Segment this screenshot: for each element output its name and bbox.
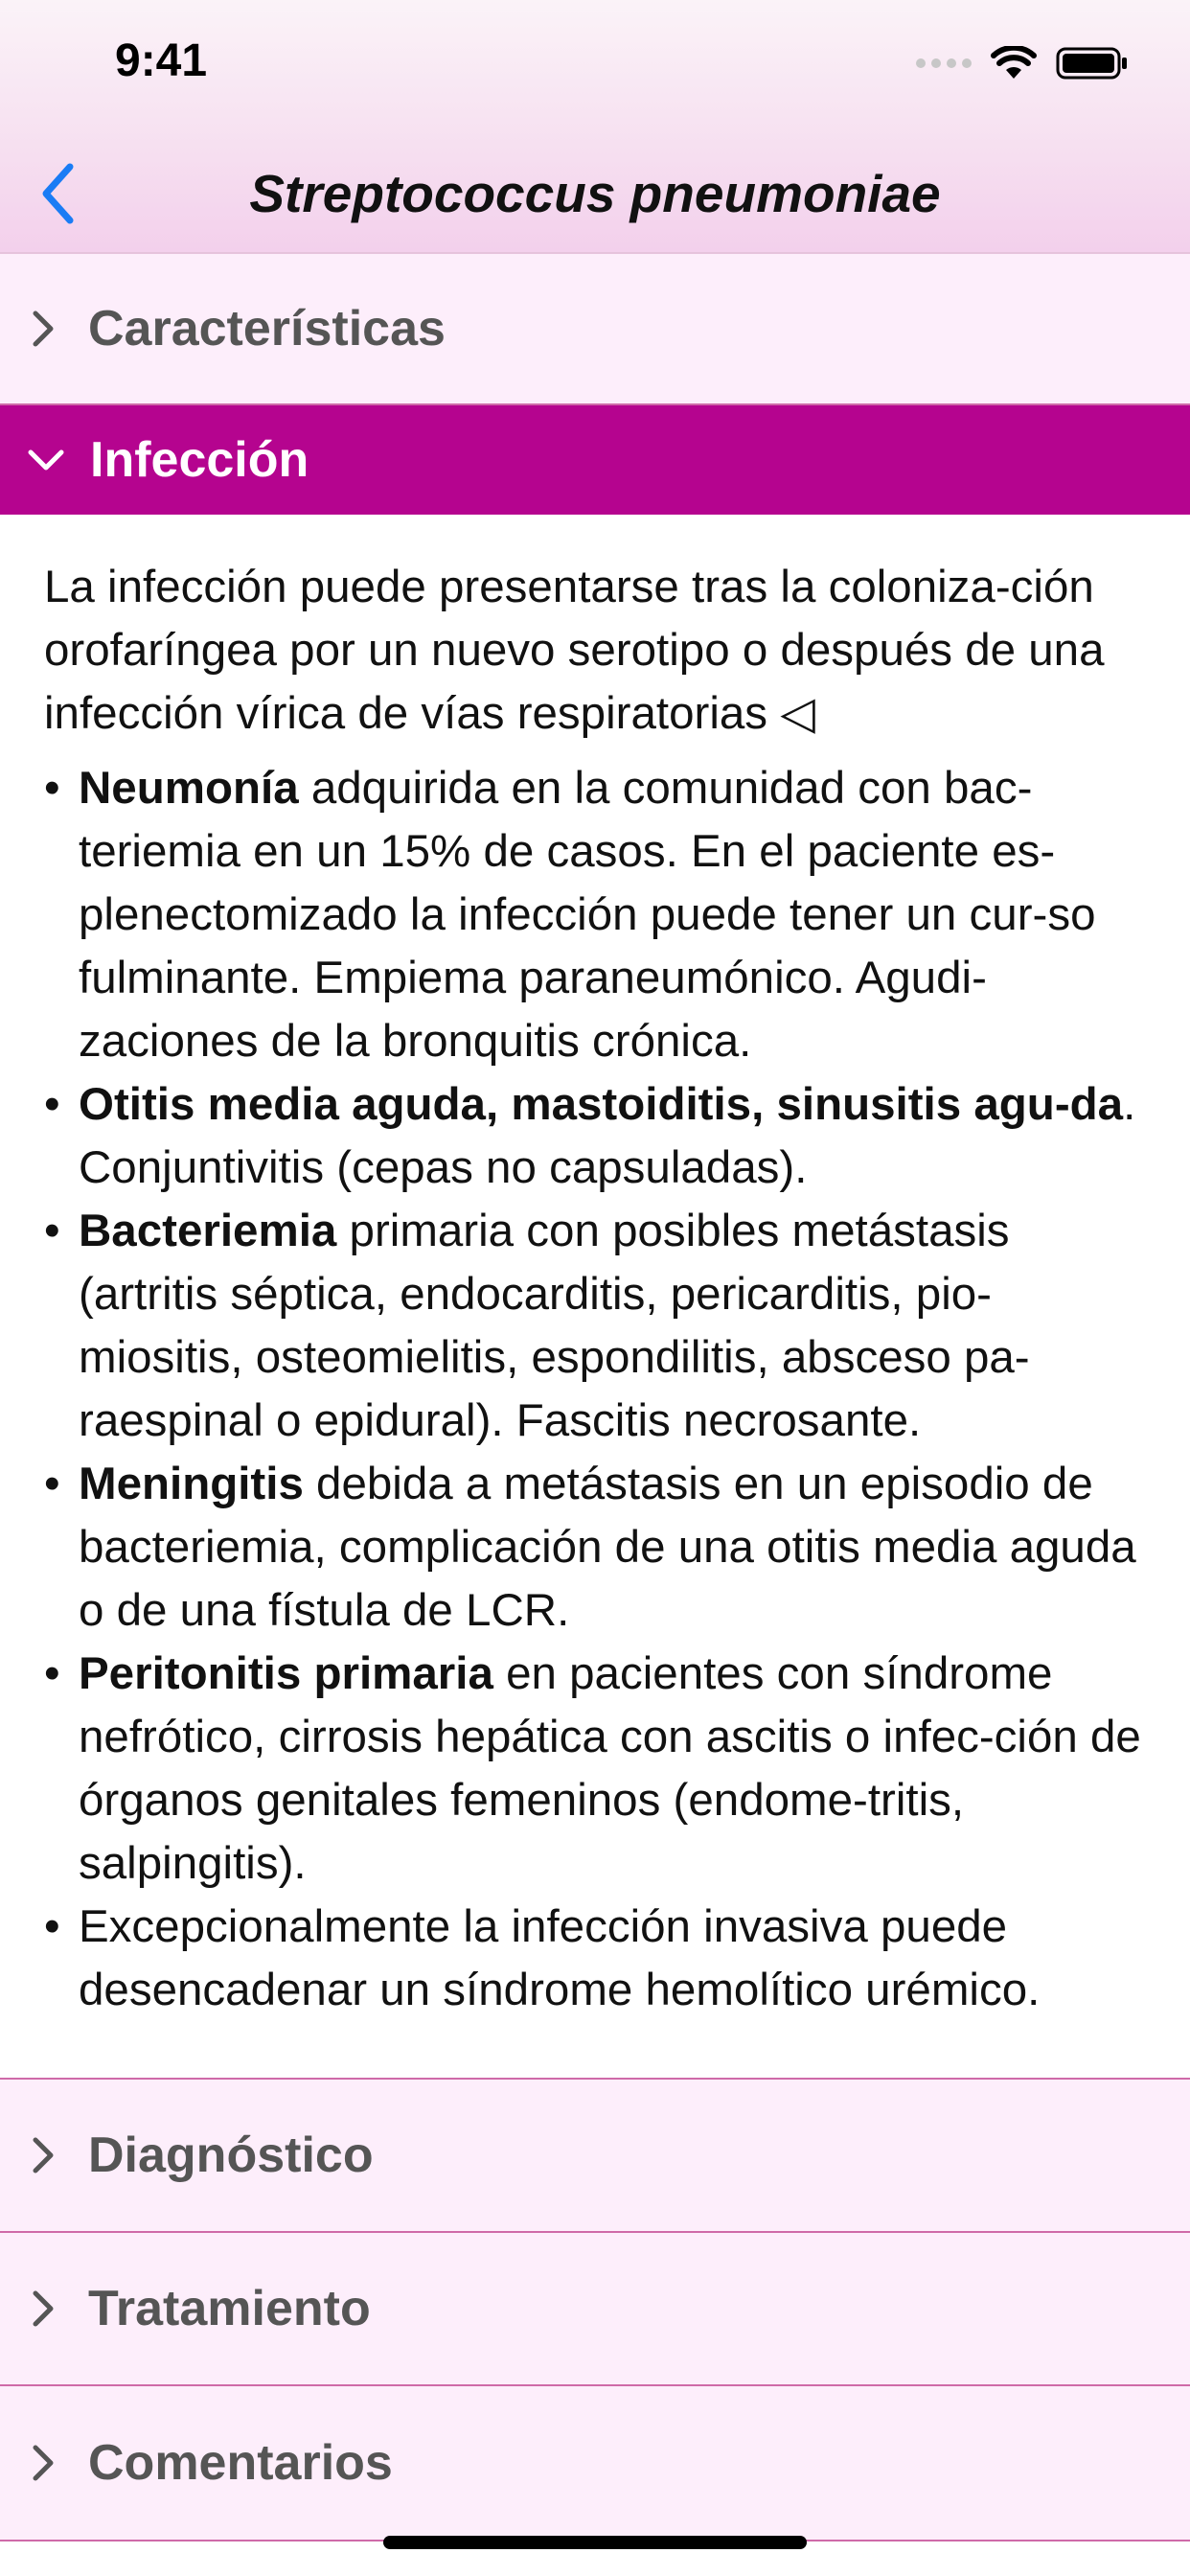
list-item: [44, 1453, 1156, 1643]
infection-list: [44, 757, 1156, 2022]
list-item-text: . Conjuntivitis (cepas no capsuladas).: [79, 1079, 1136, 1193]
list-item-term: Neumonía: [79, 763, 299, 814]
section-label: Diagnóstico: [88, 2128, 374, 2183]
chevron-right-icon: [31, 2289, 63, 2328]
section-diagnostico[interactable]: [0, 2078, 1190, 2233]
section-label: Tratamiento: [88, 2281, 371, 2336]
list-item-text: Excepcionalmente la infección invasiva puede desencadenar un síndrome hemolítico urémico.: [79, 1901, 1041, 2015]
list-item-text: debida a metástasis en un episodio de bacteriemia, complicación de una otitis media aguda o de una fístula de LCR.: [79, 1459, 1136, 1636]
list-item-term: Bacteriemia: [79, 1206, 337, 1256]
page-title: Streptococcus pneumoniae: [249, 164, 941, 223]
list-item-term: Meningitis: [79, 1459, 304, 1509]
chevron-right-icon: [31, 310, 63, 348]
status-icons: [916, 46, 1129, 80]
navigation-bar: [0, 134, 1190, 254]
chevron-down-icon: [27, 441, 65, 479]
list-item-text: en pacientes con síndrome nefrótico, cirrosis hepática con ascitis o infec-ción de órganos genitales femeninos (endome-tritis, salpingitis).: [79, 1648, 1141, 1889]
status-time: 9:41: [115, 35, 208, 86]
list-item: [44, 757, 1156, 1073]
wifi-icon: [991, 46, 1037, 80]
infeccion-content: [44, 556, 1156, 2022]
list-item: [44, 1643, 1156, 1896]
signal-icon: [916, 58, 972, 68]
list-item-text: adquirida en la comunidad con bac-teriemia en un 15% de casos. En el paciente es-plenectomizado la infección puede tener un cur-so fulminante. Empiema paraneumónico. Agudi-zaciones de la bronquitis crónica.: [79, 763, 1096, 1067]
section-label: Infección: [90, 432, 309, 488]
list-item-text: primaria con posibles metástasis (artritis séptica, endocarditis, pericarditis, pio-miositis, osteomielitis, espondilitis, absceso pa-raespinal o epidural). Fascitis necrosante.: [79, 1206, 1030, 1446]
section-infeccion[interactable]: [0, 405, 1190, 515]
list-item: [44, 1200, 1156, 1453]
list-item: [44, 1073, 1156, 1200]
battery-icon: [1056, 46, 1129, 80]
section-caracteristicas[interactable]: [0, 254, 1190, 405]
status-bar: [0, 0, 1190, 129]
list-item: [44, 1896, 1156, 2022]
section-tratamiento[interactable]: [0, 2233, 1190, 2386]
intro-paragraph: La infección puede presentarse tras la coloniza-ción orofaríngea por un nuevo serotipo o después de una infección vírica de vías respiratorias ◁: [44, 562, 1105, 739]
section-comentarios[interactable]: [0, 2386, 1190, 2542]
section-label: Características: [88, 301, 446, 356]
list-item-term: Otitis media aguda, mastoiditis, sinusitis agu-da: [79, 1079, 1124, 1130]
list-item-term: Peritonitis primaria: [79, 1648, 493, 1699]
section-label: Comentarios: [88, 2435, 393, 2491]
home-indicator[interactable]: [383, 2536, 807, 2549]
chevron-right-icon: [31, 2444, 63, 2482]
chevron-right-icon: [31, 2136, 63, 2174]
